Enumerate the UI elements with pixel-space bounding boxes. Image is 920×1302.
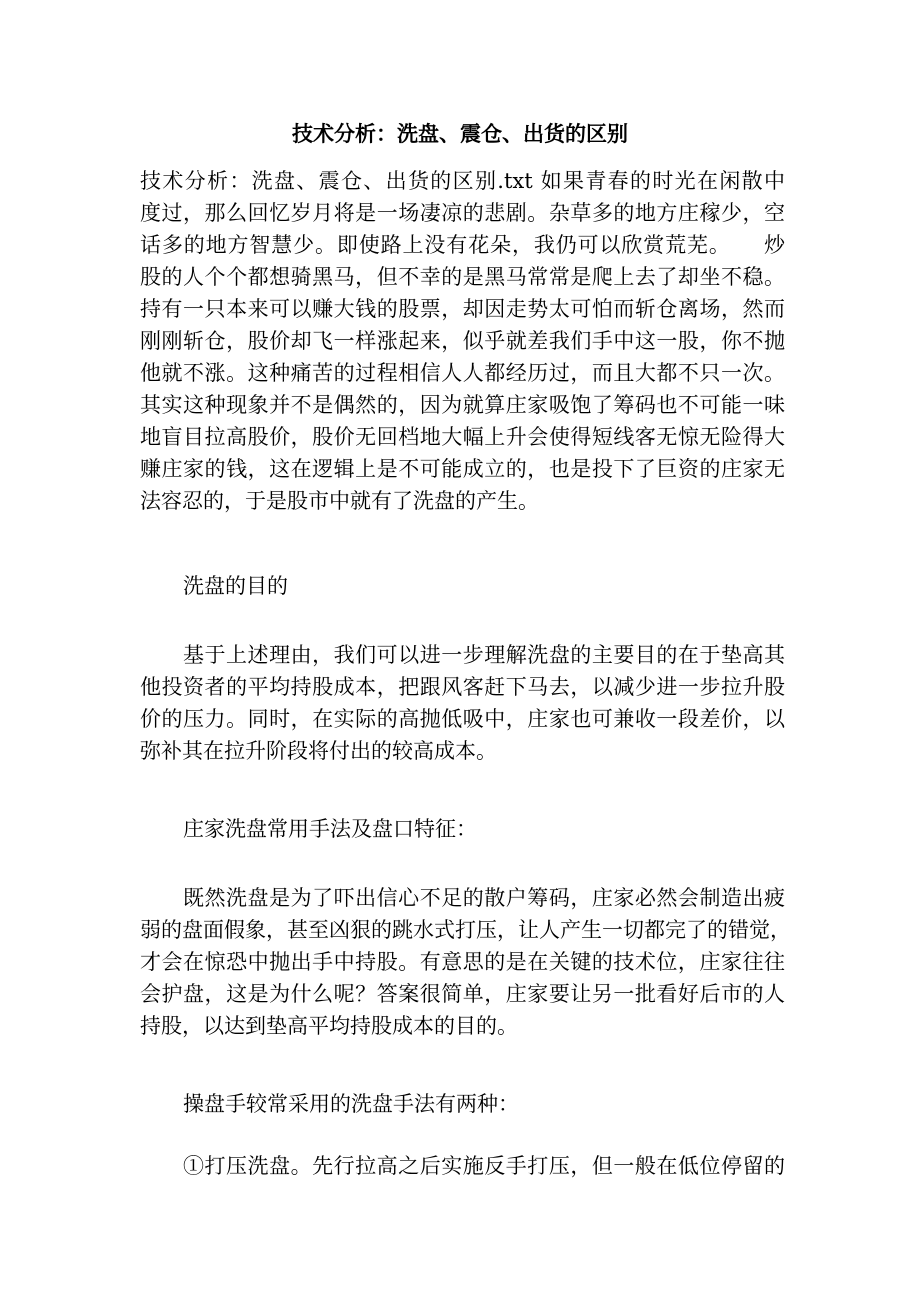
body-line: 技术分析：洗盘、震仓、出货的区别.txt 如果青春的时光在闲散中 (140, 169, 785, 193)
document-title: 技术分析：洗盘、震仓、出货的区别 (292, 121, 628, 146)
body-line: 既然洗盘是为了吓出信心不足的散户筹码，庄家必然会制造出疲 (183, 886, 785, 910)
section-heading: 操盘手较常采用的洗盘手法有两种： (183, 1092, 519, 1116)
body-line: 弱的盘面假象，甚至凶狠的跳水式打压，让人产生一切都完了的错觉， (140, 918, 791, 942)
body-line: 价的压力。同时，在实际的高抛低吸中，庄家也可兼收一段差价，以 (140, 707, 785, 731)
body-line: 会护盘，这是为什么呢？答案很简单，庄家要让另一批看好后市的人 (140, 982, 785, 1006)
body-line: 他就不涨。这种痛苦的过程相信人人都经历过，而且大都不只一次。 (140, 361, 785, 385)
body-line: 持股，以达到垫高平均持股成本的目的。 (140, 1014, 518, 1038)
section-heading: 洗盘的目的 (183, 574, 288, 598)
body-line: ①打压洗盘。先行拉高之后实施反手打压，但一般在低位停留的 (183, 1154, 785, 1178)
section-heading: 庄家洗盘常用手法及盘口特征： (183, 817, 477, 841)
body-line: 股的人个个都想骑黑马，但不幸的是黑马常常是爬上去了却坐不稳。 (140, 265, 785, 289)
body-line: 地盲目拉高股价，股价无回档地大幅上升会使得短线客无惊无险得大 (140, 425, 785, 449)
body-line: 度过，那么回忆岁月将是一场凄凉的悲剧。杂草多的地方庄稼少，空 (140, 201, 785, 225)
body-line: 其实这种现象并不是偶然的，因为就算庄家吸饱了筹码也不可能一味 (140, 393, 785, 417)
body-line: 刚刚斩仓，股价却飞一样涨起来，似乎就差我们手中这一股，你不抛 (140, 329, 785, 353)
body-line: 他投资者的平均持股成本，把跟风客赶下马去，以减少进一步拉升股 (140, 675, 785, 699)
body-line: 基于上述理由，我们可以进一步理解洗盘的主要目的在于垫高其 (183, 643, 785, 667)
body-line: 弥补其在拉升阶段将付出的较高成本。 (140, 739, 497, 763)
body-line: 话多的地方智慧少。即使路上没有花朵，我仍可以欣赏荒芜。 炒 (140, 233, 785, 257)
body-line: 赚庄家的钱，这在逻辑上是不可能成立的，也是投下了巨资的庄家无 (140, 457, 785, 481)
body-line: 持有一只本来可以赚大钱的股票，却因走势太可怕而斩仓离场，然而 (140, 297, 785, 321)
body-line: 法容忍的，于是股市中就有了洗盘的产生。 (140, 489, 539, 513)
body-line: 才会在惊恐中抛出手中持股。有意思的是在关键的技术位，庄家往往 (140, 950, 785, 974)
